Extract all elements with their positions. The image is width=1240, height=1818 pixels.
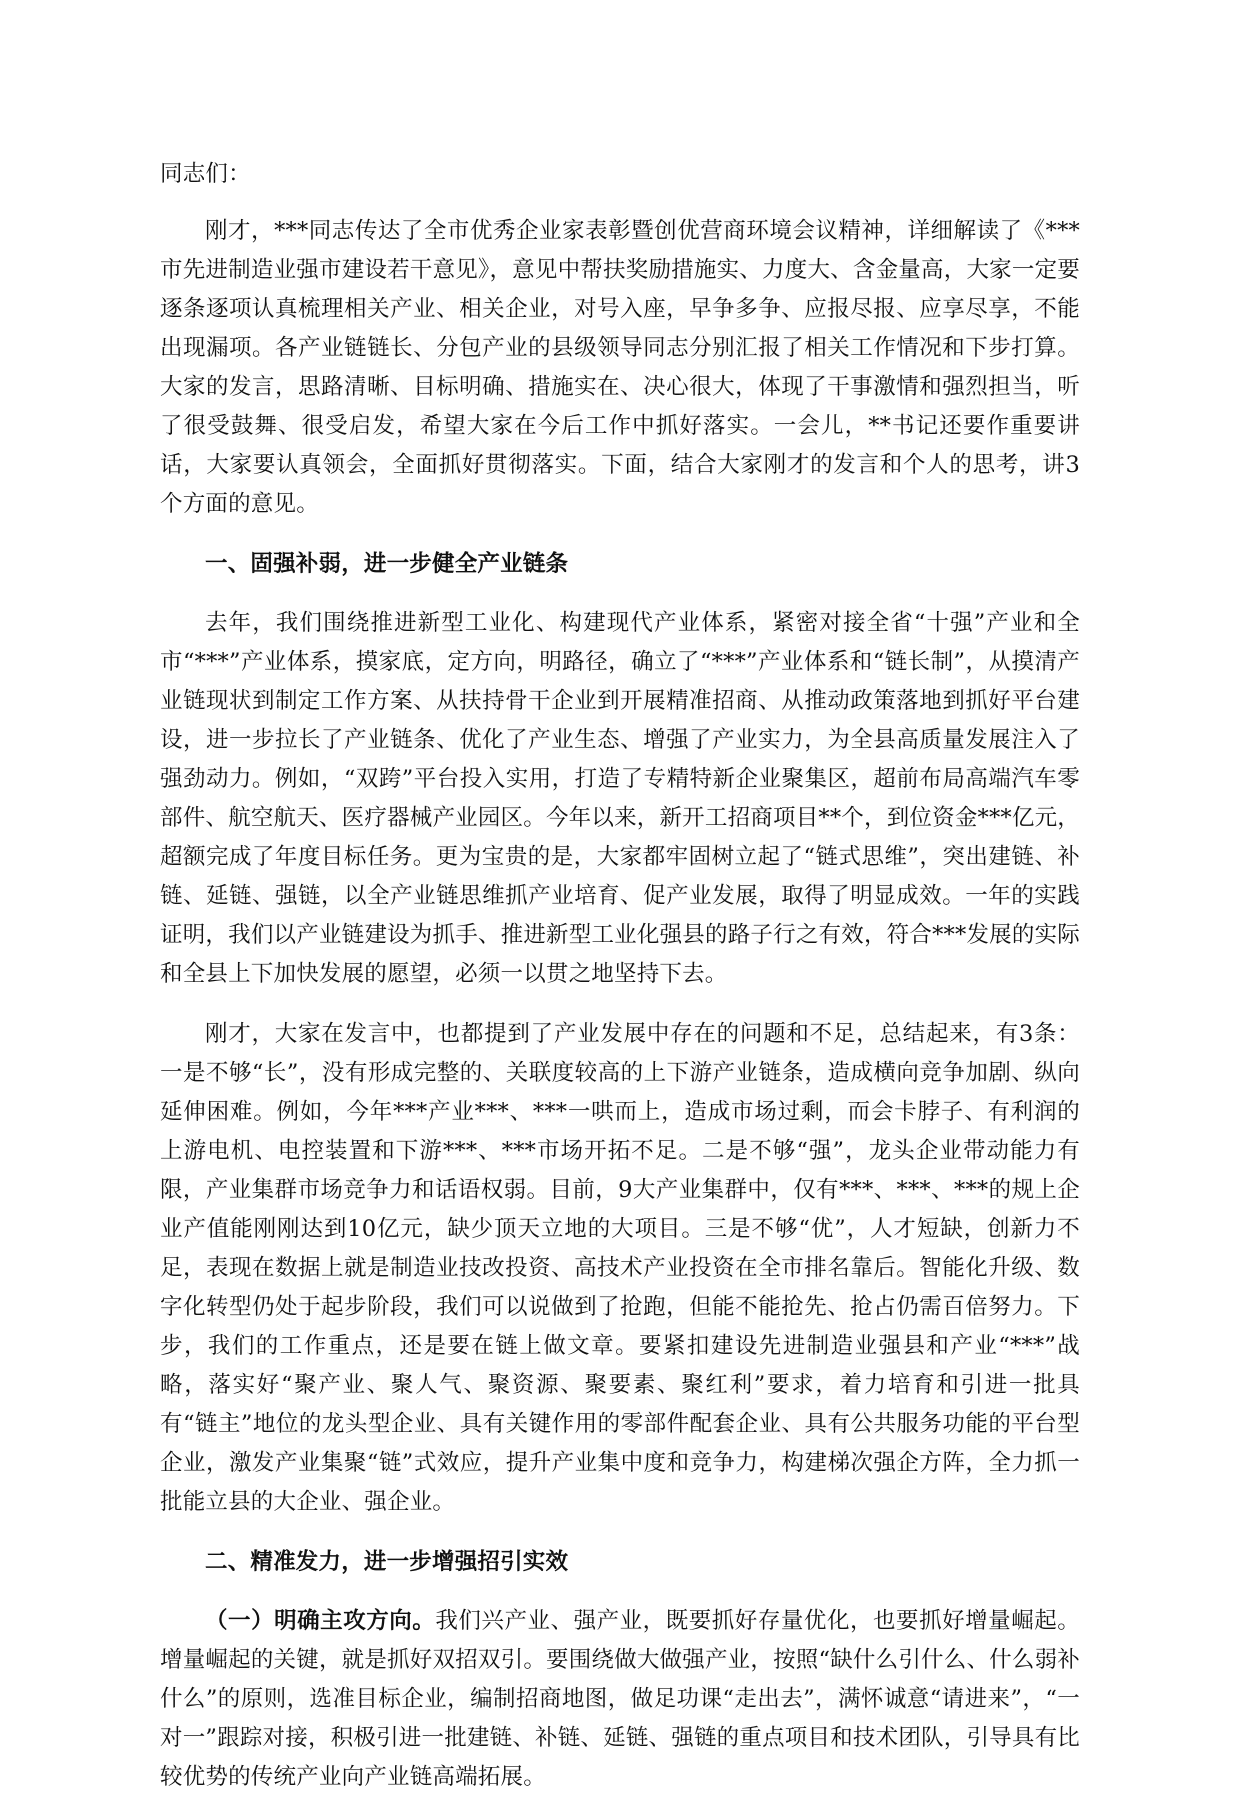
section2-item-1	[160, 1602, 1080, 1797]
item-lead: （一）明确主攻方向。	[205, 1608, 436, 1634]
section1-paragraph-2: 刚才，大家在发言中，也都提到了产业发展中存在的问题和不足，总结起来，有3条：一是不够“长”，没有形成完整的、关联度较高的上下游产业链条，造成横向竞争加剧、纵向延伸困难。例如，今年***产业***、***一哄而上，造成市场过剩，而会卡脖子、有利润的上游电机、电控装置和下游***、***市场开拓不足。二是不够“强”，龙头企业带动能力有限，产业集群市场竞争力和话语权弱。目前，9大产业集群中，仅有***、***、***的规上企业产值能刚刚达到10亿元，缺少顶天立地的大项目。三是不够“优”，人才短缺，创新力不足，表现在数据上就是制造业技改投资、高技术产业投资在全市排名靠后。智能化升级、数字化转型仍处于起步阶段，我们可以说做到了抢跑，但能不能抢先、抢占仍需百倍努力。下步，我们的工作重点，还是要在链上做文章。要紧扣建设先进制造业强县和产业“***”战略，落实好“聚产业、聚人气、聚资源、聚要素、聚红利”要求，着力培育和引进一批具有“链主”地位的龙头型企业、具有关键作用的零部件配套企业、具有公共服务功能的平台型企业，激发产业集聚“链”式效应，提升产业集中度和竞争力，构建梯次强企方阵，全力抓一批能立县的大企业、强企业。	[160, 1021, 1080, 1515]
section1-paragraph-1: 去年，我们围绕推进新型工业化、构建现代产业体系，紧密对接全省“十强”产业和全市“***”产业体系，摸家底，定方向，明路径，确立了“***”产业体系和“链长制”，从摸清产业链现状到制定工作方案、从扶持骨干企业到开展精准招商、从推动政策落地到抓好平台建设，进一步拉长了产业链条、优化了产业生态、增强了产业实力，为全县高质量发展注入了强劲动力。例如，“双跨”平台投入实用，打造了专精特新企业聚集区，超前布局高端汽车零部件、航空航天、医疗器械产业园区。今年以来，新开工招商项目**个，到位资金***亿元，超额完成了年度目标任务。更为宝贵的是，大家都牢固树立起了“链式思维”，突出建链、补链、延链、强链，以全产业链思维抓产业培育、促产业发展，取得了明显成效。一年的实践证明，我们以产业链建设为抓手、推进新型工业化强县的路子行之有效，符合***发展的实际和全县上下加快发展的愿望，必须一以贯之地坚持下去。	[160, 610, 1080, 987]
section-heading-1: 一、固强补弱，进一步健全产业链条	[205, 551, 569, 577]
item-body: 我们兴产业、强产业，既要抓好存量优化，也要抓好增量崛起。增量崛起的关键，就是抓好双招双引。要围绕做大做强产业，按照“缺什么引什么、什么弱补什么”的原则，选准目标企业，编制招商地图，做足功课“走出去”，满怀诚意“请进来”，“一对一”跟踪对接，积极引进一批建链、补链、延链、强链的重点项目和技术团队，引导具有比较优势的传统产业向产业链高端拓展。	[160, 1608, 1080, 1790]
section-heading-2: 二、精准发力，进一步增强招引实效	[205, 1549, 569, 1575]
intro-paragraph: 刚才，***同志传达了全市优秀企业家表彰暨创优营商环境会议精神，详细解读了《***市先进制造业强市建设若干意见》，意见中帮扶奖励措施实、力度大、含金量高，大家一定要逐条逐项认真梳理相关产业、相关企业，对号入座，早争多争、应报尽报、应享尽享，不能出现漏项。各产业链链长、分包产业的县级领导同志分别汇报了相关工作情况和下步打算。大家的发言，思路清晰、目标明确、措施实在、决心很大，体现了干事激情和强烈担当，听了很受鼓舞、很受启发，希望大家在今后工作中抓好落实。一会儿，**书记还要作重要讲话，大家要认真领会，全面抓好贯彻落实。下面，结合大家刚才的发言和个人的思考，讲3个方面的意见。	[160, 218, 1080, 517]
salutation: 同志们：	[160, 161, 251, 187]
document-body	[160, 155, 1080, 1818]
